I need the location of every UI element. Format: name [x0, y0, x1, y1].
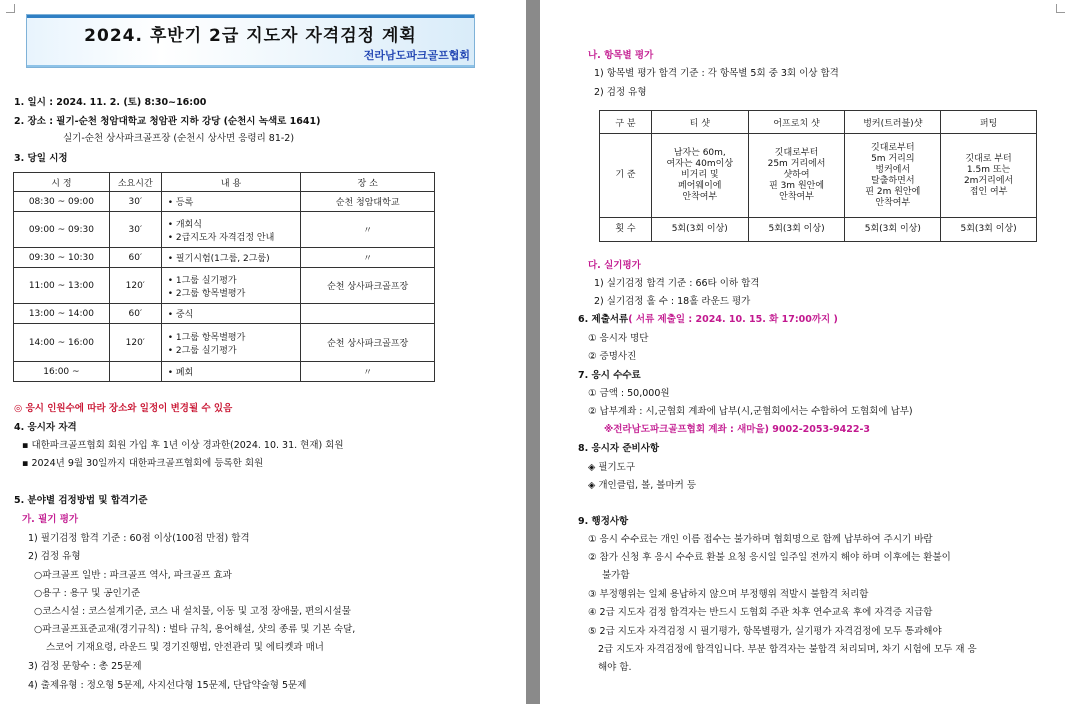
criteria-line: 2m거리에서: [963, 175, 1014, 186]
criteria-line: 깃대로부터: [774, 148, 819, 158]
section-date: 1. 일시 : 2024. 11. 2. (토) 8:30~16:00: [14, 97, 207, 108]
cell-approach-criteria: [748, 134, 845, 218]
written-topic: ○코스시설 : 코스설계기준, 코스 내 설치물, 이동 및 고정 장애물, 편의시설물: [34, 606, 351, 617]
document-page-right: [540, 0, 1073, 704]
fee-amount: ① 금액 : 50,000원: [588, 388, 670, 399]
cell-duration: 120′: [109, 324, 161, 362]
content-line: • 폐회: [167, 368, 194, 378]
schedule-notice: ◎ 응시 인원수에 따라 장소와 일정이 변경될 수 있음: [14, 403, 233, 414]
section-documents: [578, 314, 838, 326]
cell-putting-criteria: [941, 134, 1037, 218]
cell-attempts: 5회(3회 이상): [651, 218, 748, 242]
criteria-line: 핀 3m 원안에: [769, 181, 825, 191]
table-row: [14, 268, 435, 304]
section-admin: 9. 행정사항: [578, 516, 629, 527]
table-row: [600, 218, 1037, 242]
table-header-row: [600, 111, 1037, 134]
cell-place: [301, 304, 435, 324]
section-venue: 2. 장소 : 필기-순천 청암대학교 청암관 지하 강당 (순천시 녹색로 1641): [14, 116, 321, 127]
item-eval-type: 2) 검정 유형: [594, 87, 647, 98]
table-header-row: [14, 173, 435, 192]
cell-time: 13:00 ~ 14:00: [14, 304, 110, 324]
criteria-line: 안착여부: [682, 192, 718, 202]
admin-item: ④ 2급 지도자 검정 합격자는 반드시 도협회 주관 차후 연수교육 후에 자격증 지급함: [588, 607, 933, 618]
cell-content: [161, 304, 301, 324]
cell-time: 14:00 ~ 16:00: [14, 324, 110, 362]
criteria-line: 접인 여부: [969, 186, 1008, 197]
cell-content: [161, 362, 301, 382]
subsection-practical: 다. 실기평가: [588, 260, 641, 271]
cell-time: 16:00 ~: [14, 362, 110, 382]
header-place: 장 소: [301, 173, 435, 192]
content-line: • 등록: [167, 198, 194, 208]
criteria-line: 깃대로부터: [871, 142, 915, 153]
criteria-line: 25m 거리에서: [767, 159, 826, 169]
schedule-table: [13, 172, 435, 382]
admin-item: ③ 부정행위는 일체 용납하지 않으며 부정행위 적발시 불합격 처리함: [588, 589, 869, 600]
cell-tee-criteria: [651, 134, 748, 218]
admin-item-cont: 해야 함.: [598, 662, 632, 673]
subsection-item-eval: 나. 항목별 평가: [588, 50, 654, 61]
cell-time: 11:00 ~ 13:00: [14, 268, 110, 304]
cell-attempts: 5회(3회 이상): [845, 218, 941, 242]
criteria-line: 벙커에서: [875, 164, 911, 175]
cell-time: 09:30 ~ 10:30: [14, 248, 110, 268]
criteria-line: 1.5m 또는: [966, 164, 1011, 175]
cell-place: 〃: [301, 248, 435, 268]
page-corner-mark: [6, 4, 15, 13]
admin-item: ① 응시 수수료는 개인 이름 접수는 불가하며 협회명으로 함께 납부하여 주시기 바람: [588, 534, 933, 545]
header-tee-shot: 티 샷: [651, 111, 748, 134]
criteria-line: 5m 거리의: [871, 153, 915, 164]
criteria-line: 깃대로 부터: [965, 153, 1012, 164]
evaluation-table: [599, 110, 1037, 242]
section-schedule: 3. 당일 시정: [14, 153, 68, 164]
criteria-line: 안착여부: [779, 192, 814, 202]
header-bunker-shot: 벙커(트러블)샷: [845, 111, 941, 134]
section-documents-label: 6. 제출서류: [578, 314, 629, 325]
row-label: 기 준: [600, 134, 652, 218]
cell-content: [161, 212, 301, 248]
criteria-line: 샷하여: [783, 170, 810, 180]
item-eval-criteria: 1) 항목별 평가 합격 기준 : 각 항목별 5회 중 3회 이상 합격: [594, 68, 839, 79]
criteria-line: 탈출하면서: [871, 175, 915, 186]
eligibility-item: ▪ 대한파크골프협회 회원 가입 후 1년 이상 경과한(2024. 10. 31. 현재) 회원: [22, 440, 344, 451]
preparation-item: ◈ 개인클럽, 볼, 볼마커 등: [588, 480, 697, 491]
cell-place: 〃: [301, 212, 435, 248]
criteria-line: 남자는 60m,: [673, 148, 726, 158]
cell-duration: 120′: [109, 268, 161, 304]
organization-name: 전라남도파크골프협회: [363, 49, 470, 62]
section-preparation: 8. 응시자 준비사항: [578, 443, 660, 454]
cell-content: [161, 248, 301, 268]
cell-content: [161, 268, 301, 304]
cell-duration: [109, 362, 161, 382]
header-time: 시 정: [14, 173, 110, 192]
preparation-item: ◈ 필기도구: [588, 462, 636, 473]
banner-bottom-bar: [27, 65, 474, 67]
table-row: [14, 192, 435, 212]
written-topic: ○파크골프표준교재(경기규칙) : 벌타 규칙, 용어해설, 샷의 종류 및 기본 숙달,: [34, 624, 356, 635]
written-topic-cont: 스코어 기재요령, 라운드 및 경기진행법, 안전관리 및 에티켓과 매너: [46, 642, 324, 653]
written-item: 1) 필기검정 합격 기준 : 60점 이상(100점 만점) 합격: [28, 533, 250, 544]
section-criteria: 5. 분야별 검정방법 및 합격기준: [14, 495, 148, 506]
fee-bank-account: ※전라남도파크골프협회 계좌 : 새마을) 9002-2053-9422-3: [604, 424, 871, 435]
table-row: [14, 304, 435, 324]
table-row: [14, 362, 435, 382]
table-row: [14, 212, 435, 248]
content-line: • 중식: [167, 310, 194, 320]
table-row: [600, 134, 1037, 218]
cell-duration: 60′: [109, 304, 161, 324]
content-line: • 1그룹 실기평가: [167, 275, 237, 286]
document-item: ② 증명사진: [588, 351, 637, 362]
header-content: 내 용: [161, 173, 301, 192]
content-line: • 필기시험(1그룹, 2그룹): [167, 254, 270, 264]
admin-item-cont: 불가함: [602, 570, 630, 581]
criteria-line: 여자는 40m이상: [666, 159, 734, 169]
admin-item: ⑤ 2급 지도자 자격검정 시 필기평가, 항목별평가, 실기평가 자격검정에 모두 통과해야: [588, 626, 942, 637]
section-eligibility: 4. 응시자 자격: [14, 422, 77, 433]
document-page-left: [0, 0, 526, 704]
eligibility-item: ▪ 2024년 9월 30일까지 대한파크골프협회에 등록한 회원: [22, 458, 264, 469]
table-row: [14, 248, 435, 268]
venue-practical: 실기-순천 상사파크골프장 (순천시 상사면 응령리 81-2): [63, 133, 295, 144]
header-category: 구 분: [600, 111, 652, 134]
written-topic: ○용구 : 용구 및 공인기준: [34, 588, 141, 599]
criteria-line: 페어웨이에: [678, 181, 722, 191]
documents-deadline: ( 서류 제출일 : 2024. 10. 15. 화 17:00까지 ): [628, 314, 838, 325]
cell-time: 08:30 ~ 09:00: [14, 192, 110, 212]
cell-bunker-criteria: [845, 134, 941, 218]
content-line: • 1그룹 항목별평가: [167, 332, 246, 343]
section-fee: 7. 응시 수수료: [578, 370, 641, 381]
practical-criteria: 1) 실기검정 합격 기준 : 66타 이하 합격: [594, 278, 760, 289]
page-title: 2024. 후반기 2급 지도자 자격검정 계획: [84, 26, 417, 46]
cell-place: 순천 상사파크골프장: [301, 324, 435, 362]
written-item: 2) 검정 유형: [28, 551, 81, 562]
cell-content: [161, 192, 301, 212]
cell-duration: 30′: [109, 192, 161, 212]
criteria-line: 비거리 및: [680, 170, 719, 180]
banner-top-bar: [27, 15, 474, 18]
criteria-line: 핀 2m 원안에: [865, 186, 921, 197]
cell-time: 09:00 ~ 09:30: [14, 212, 110, 248]
content-line: • 개회식: [167, 219, 202, 230]
cell-duration: 60′: [109, 248, 161, 268]
cell-duration: 30′: [109, 212, 161, 248]
cell-place: 〃: [301, 362, 435, 382]
title-banner: [26, 14, 475, 68]
header-putting: 퍼팅: [941, 111, 1037, 134]
content-line: • 2그룹 항목별평가: [167, 288, 246, 299]
admin-item: ② 참가 신청 후 응시 수수료 환불 요청 응시일 일주일 전까지 해야 하며 이후에는 환불이: [588, 552, 951, 563]
cell-content: [161, 324, 301, 362]
cell-attempts: 5회(3회 이상): [748, 218, 845, 242]
document-item: ① 응시자 명단: [588, 333, 649, 344]
subsection-written: 가. 필기 평가: [22, 514, 79, 525]
cell-place: 순천 청암대학교: [301, 192, 435, 212]
criteria-line: 안착여부: [875, 197, 911, 208]
written-item: 4) 출제유형 : 정오형 5문제, 사지선다형 15문제, 단답약술형 5문제: [28, 680, 307, 691]
written-topic: ○파크골프 일반 : 파크골프 역사, 파크골프 효과: [34, 570, 232, 581]
table-row: [14, 324, 435, 362]
fee-payment: ② 납부계좌 : 시,군협회 계좌에 납부(시,군협회에서는 수합하여 도협회에 납부): [588, 406, 913, 417]
header-duration: 소요시간: [109, 173, 161, 192]
written-item: 3) 검정 문항수 : 총 25문제: [28, 661, 142, 672]
cell-attempts: 5회(3회 이상): [941, 218, 1037, 242]
practical-holes: 2) 실기검정 홀 수 : 18홀 라운드 평가: [594, 296, 751, 307]
cell-place: 순천 상사파크골프장: [301, 268, 435, 304]
page-corner-mark: [1056, 4, 1065, 13]
content-line: • 2급지도자 자격검정 안내: [167, 232, 275, 243]
header-approach-shot: 어프로치 샷: [748, 111, 845, 134]
admin-item-cont: 2급 지도자 자격검정에 합격입니다. 부분 합격자는 불합격 처리되며, 차기 시험에 모두 재 응: [598, 644, 977, 655]
content-line: • 2그룹 실기평가: [167, 345, 237, 356]
row-label: 횟 수: [600, 218, 652, 242]
